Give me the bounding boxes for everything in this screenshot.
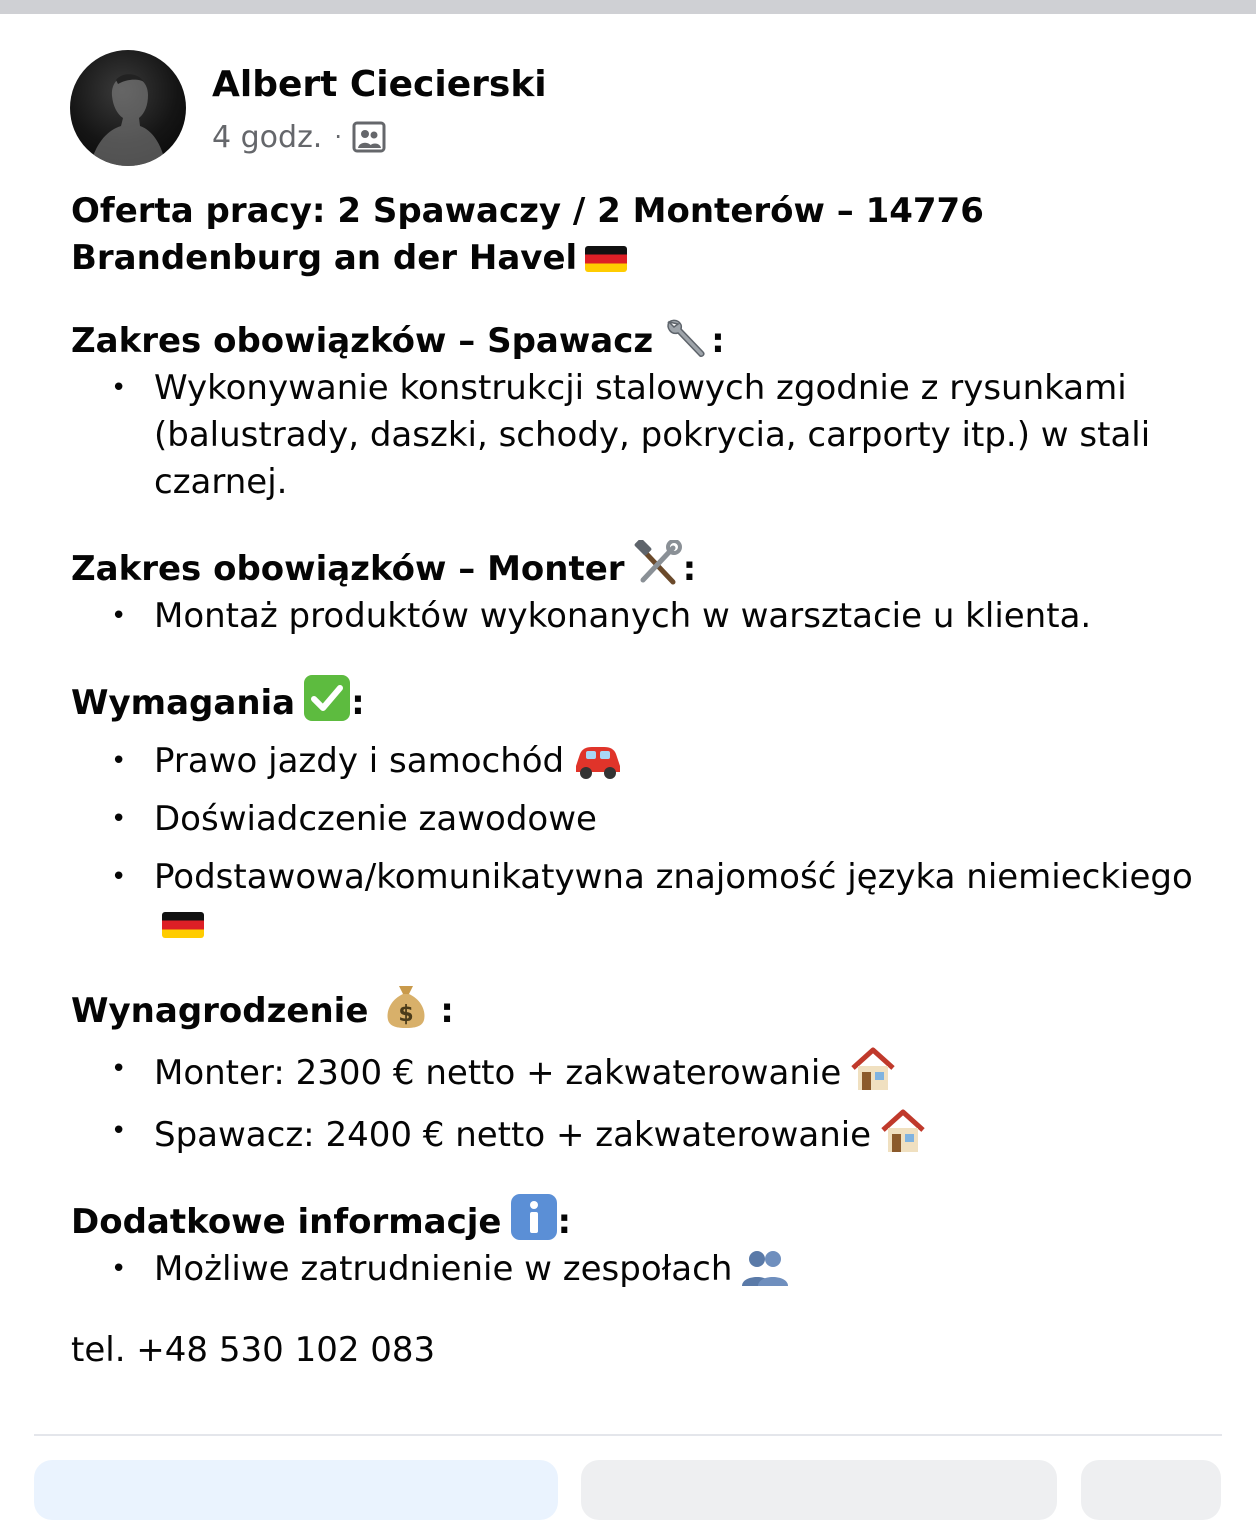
- svg-text:$: $: [398, 1002, 415, 1027]
- wrench-icon: [661, 316, 711, 360]
- welder-duties-list: [71, 365, 1211, 506]
- hammer-wrench-icon: [633, 540, 683, 588]
- list-item: • Spawacz: 2400 € netto + zakwaterowanie: [71, 1108, 1211, 1159]
- house-icon: [849, 1046, 897, 1092]
- list-item: • Montaż produktów wykonanych w warsztacie u klienta.: [71, 593, 1211, 640]
- phone-number[interactable]: tel. +48 530 102 083: [71, 1330, 436, 1370]
- post-meta: [212, 117, 386, 157]
- list-item: • Podstawowa/komunikatywna znajomość języka niemieckiego: [71, 854, 1211, 948]
- additional-info-list: [71, 1246, 1211, 1293]
- germany-flag-icon: [162, 912, 204, 938]
- list-item: • Monter: 2300 € netto + zakwaterowanie: [71, 1046, 1211, 1097]
- avatar[interactable]: [70, 50, 186, 166]
- share-button[interactable]: [1081, 1460, 1221, 1520]
- meta-separator: ·: [334, 123, 342, 151]
- check-mark-icon: [303, 674, 351, 722]
- friends-icon[interactable]: [352, 121, 386, 153]
- like-button[interactable]: [34, 1460, 558, 1520]
- section-heading-requirements: Wymagania :: [71, 674, 1211, 727]
- section-heading-additional-info: Dodatkowe informacje :: [71, 1193, 1211, 1246]
- info-icon: [510, 1193, 558, 1241]
- section-heading-salary: Wynagrodzenie $ :: [71, 982, 1211, 1035]
- list-item: • Doświadczenie zawodowe: [71, 796, 1211, 843]
- list-item: • Możliwe zatrudnienie w zespołach: [71, 1246, 1211, 1293]
- car-icon: [572, 740, 624, 780]
- post-time[interactable]: 4 godz.: [212, 119, 323, 155]
- fitter-duties-list: [71, 593, 1211, 640]
- house-icon: [879, 1108, 927, 1154]
- section-heading-welder: Zakres obowiązków – Spawacz :: [71, 316, 1211, 365]
- author-name[interactable]: Albert Ciecierski: [212, 64, 547, 105]
- post-body: [71, 188, 1211, 1374]
- germany-flag-icon: [585, 246, 627, 272]
- divider: [34, 1434, 1222, 1436]
- list-item: • Wykonywanie konstrukcji stalowych zgodnie z rysunkami (balustrady, daszki, schody, pokrycia, carporty itp.) w stali czarnej.: [71, 365, 1211, 506]
- money-bag-icon: [384, 982, 428, 1030]
- comment-button[interactable]: [581, 1460, 1057, 1520]
- people-icon: [740, 1248, 790, 1288]
- post-title: [71, 188, 1211, 282]
- post-title-line-2: Brandenburg an der Havel: [71, 238, 578, 278]
- section-heading-fitter: Zakres obowiązków – Monter :: [71, 540, 1211, 593]
- post-title-line-1: Oferta pracy: 2 Spawaczy / 2 Monterów – 14776: [71, 191, 984, 231]
- list-item: • Prawo jazdy i samochód: [71, 738, 1211, 785]
- top-separator: [0, 0, 1256, 14]
- requirements-list: [71, 738, 1211, 948]
- salary-list: [71, 1046, 1211, 1159]
